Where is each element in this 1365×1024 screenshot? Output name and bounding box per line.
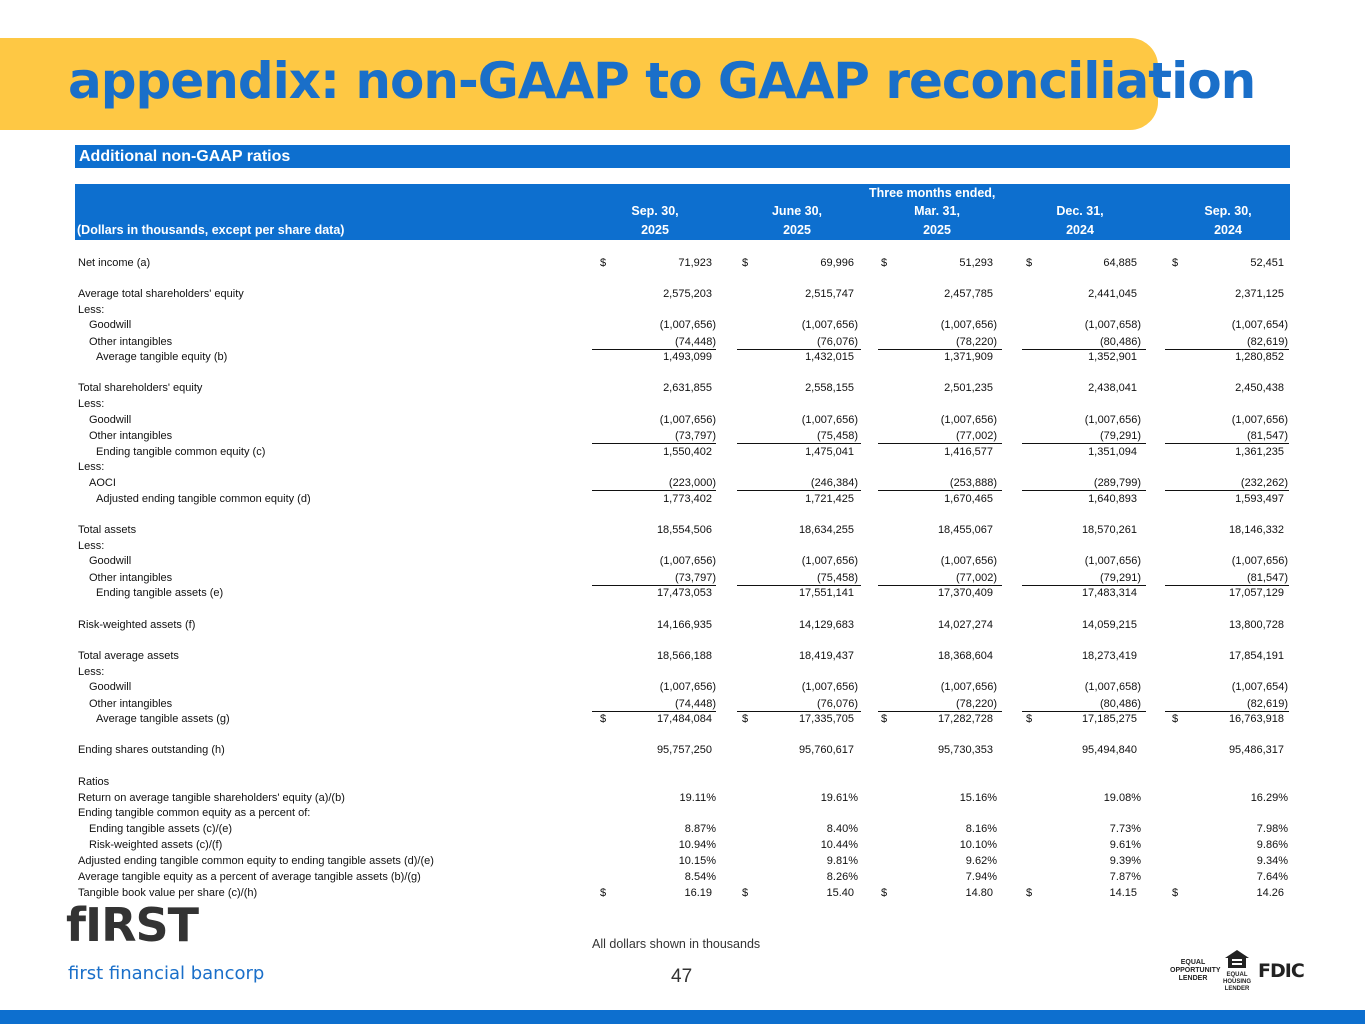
cell-value: 8.40%: [826, 823, 858, 835]
cell-value: (75,458): [817, 430, 858, 442]
table-row: [75, 853, 1290, 869]
row-label: Total shareholders' equity: [78, 382, 203, 394]
cell-value: 10.44%: [820, 839, 858, 851]
cell-value: (1,007,656): [659, 555, 716, 567]
currency-symbol: $: [1172, 257, 1179, 269]
cell-value: 14.26: [1256, 887, 1284, 899]
currency-symbol: $: [600, 257, 607, 269]
cell-value: 10.10%: [959, 839, 997, 851]
table-row: [75, 837, 1290, 853]
cell-value: 14,129,683: [798, 619, 854, 631]
cell-value: 18,273,419: [1081, 650, 1137, 662]
cell-value: 19.61%: [820, 792, 858, 804]
table-row: [75, 885, 1290, 901]
row-label: Average tangible equity (b): [96, 351, 228, 363]
currency-symbol: $: [1026, 257, 1033, 269]
table-row: [75, 396, 1290, 412]
row-label: Risk-weighted assets (c)/(f): [89, 839, 223, 851]
row-label: Adjusted ending tangible common equity (d): [96, 493, 311, 505]
col-header-1-line2: 2025: [641, 223, 669, 237]
cell-value: (73,797): [675, 572, 716, 584]
cell-value: 1,550,402: [663, 446, 712, 458]
col-header-4-line1: Dec. 31,: [1056, 204, 1104, 218]
cell-value: 18,419,437: [798, 650, 854, 662]
table-row: [75, 679, 1290, 695]
cell-value: (1,007,656): [940, 555, 997, 567]
row-label: Goodwill: [89, 681, 132, 693]
currency-symbol: $: [1026, 713, 1033, 725]
cell-value: (79,291): [1100, 430, 1141, 442]
cell-value: 52,451: [1250, 257, 1284, 269]
cell-value: 95,760,617: [798, 744, 854, 756]
cell-value: 13,800,728: [1228, 619, 1284, 631]
cell-value: 1,280,852: [1235, 351, 1284, 363]
cell-value: 18,368,604: [937, 650, 993, 662]
cell-value: 14,027,274: [937, 619, 993, 631]
cell-value: 1,475,041: [805, 446, 854, 458]
row-label: Ending tangible assets (e): [96, 587, 224, 599]
cell-value: 95,757,250: [656, 744, 712, 756]
cell-value: 18,570,261: [1081, 524, 1137, 536]
table-row: [75, 491, 1290, 507]
cell-value: 8.16%: [965, 823, 997, 835]
cell-value: 17,335,705: [798, 713, 854, 725]
cell-value: (253,888): [949, 477, 997, 489]
table-row: [75, 444, 1290, 460]
table-row: [75, 286, 1290, 302]
cell-value: (1,007,656): [659, 681, 716, 693]
cell-value: (1,007,654): [1231, 681, 1288, 693]
row-label: Other intangibles: [89, 698, 173, 710]
cell-value: (1,007,656): [659, 414, 716, 426]
row-label: Other intangibles: [89, 572, 173, 584]
cell-value: 8.26%: [826, 871, 858, 883]
col-header-3-line2: 2025: [923, 223, 951, 237]
table-row: [75, 648, 1290, 664]
cell-value: 18,455,067: [937, 524, 993, 536]
equal-opportunity-lender-badge: EQUAL OPPORTUNITY LENDER: [1170, 959, 1221, 982]
cell-value: (246,384): [810, 477, 858, 489]
row-label: Less:: [78, 540, 105, 552]
cell-value: 10.94%: [678, 839, 716, 851]
cell-value: 17,483,314: [1081, 587, 1137, 599]
cell-value: (1,007,656): [801, 319, 858, 331]
table-row: [75, 664, 1290, 680]
cell-value: 10.15%: [678, 855, 716, 867]
table-row: [75, 475, 1290, 491]
cell-value: 2,441,045: [1088, 288, 1137, 300]
table-row: [75, 790, 1290, 806]
cell-value: 18,554,506: [656, 524, 712, 536]
cell-value: (232,262): [1240, 477, 1288, 489]
currency-symbol: $: [1172, 713, 1179, 725]
cell-value: 7.73%: [1109, 823, 1141, 835]
cell-value: (82,619): [1247, 698, 1288, 710]
cell-value: 1,351,094: [1088, 446, 1137, 458]
row-label: Goodwill: [89, 319, 132, 331]
table-row: [75, 522, 1290, 538]
currency-symbol: $: [881, 257, 888, 269]
currency-symbol: $: [881, 713, 888, 725]
cell-value: (1,007,656): [940, 681, 997, 693]
cell-value: 19.11%: [679, 792, 716, 804]
cell-value: 7.87%: [1109, 871, 1141, 883]
row-label: Ending tangible assets (c)/(e): [89, 823, 233, 835]
table-row: [75, 711, 1290, 727]
cell-value: 18,634,255: [798, 524, 854, 536]
cell-value: 95,730,353: [937, 744, 993, 756]
cell-value: 1,593,497: [1235, 493, 1284, 505]
cell-value: (1,007,656): [801, 414, 858, 426]
table-row: [75, 742, 1290, 758]
row-label: Ending shares outstanding (h): [78, 744, 225, 756]
row-label: Other intangibles: [89, 430, 173, 442]
cell-value: 16.19: [684, 887, 712, 899]
cell-value: 17,551,141: [798, 587, 854, 599]
cell-value: 2,438,041: [1088, 382, 1137, 394]
cell-value: (1,007,656): [1231, 555, 1288, 567]
col-header-2-line2: 2025: [783, 223, 811, 237]
cell-value: (1,007,656): [1084, 555, 1141, 567]
cell-value: (1,007,656): [659, 319, 716, 331]
cell-value: 17,484,084: [656, 713, 712, 725]
cell-value: (1,007,656): [1084, 414, 1141, 426]
cell-value: 8.54%: [684, 871, 716, 883]
cell-value: 9.86%: [1256, 839, 1288, 851]
cell-value: (223,000): [668, 477, 716, 489]
cell-value: (80,486): [1100, 336, 1141, 348]
table-row: [75, 334, 1290, 350]
page-number: 47: [671, 966, 693, 987]
cell-value: 16,763,918: [1228, 713, 1284, 725]
table-row: [75, 459, 1290, 475]
reconciliation-table: [75, 0, 1290, 1024]
cell-value: (1,007,658): [1084, 681, 1141, 693]
row-label: Less:: [78, 304, 105, 316]
table-row: [75, 302, 1290, 318]
cell-value: (289,799): [1093, 477, 1141, 489]
cell-value: (1,007,656): [801, 555, 858, 567]
cell-value: 1,773,402: [663, 493, 712, 505]
table-row: [75, 428, 1290, 444]
row-label: Other intangibles: [89, 336, 173, 348]
cell-value: 2,515,747: [805, 288, 854, 300]
cell-value: 95,494,840: [1081, 744, 1137, 756]
cell-value: (1,007,658): [1084, 319, 1141, 331]
cell-value: 7.98%: [1256, 823, 1288, 835]
cell-value: 8.87%: [684, 823, 716, 835]
cell-value: (75,458): [817, 572, 858, 584]
row-label: Ratios: [78, 776, 110, 788]
cell-value: (1,007,654): [1231, 319, 1288, 331]
table-row: [75, 317, 1290, 333]
cell-value: (74,448): [675, 336, 716, 348]
row-label: Total average assets: [78, 650, 179, 662]
cell-value: 18,566,188: [656, 650, 712, 662]
cell-value: (79,291): [1100, 572, 1141, 584]
cell-value: 1,416,577: [944, 446, 993, 458]
cell-value: 1,361,235: [1235, 446, 1284, 458]
first-logo: fIRST: [66, 898, 199, 952]
cell-value: 9.62%: [965, 855, 997, 867]
table-row: [75, 696, 1290, 712]
page-title: appendix: non-GAAP to GAAP reconciliation: [68, 52, 1256, 110]
cell-value: 14,059,215: [1081, 619, 1137, 631]
col-header-3-line1: Mar. 31,: [914, 204, 960, 218]
cell-value: 2,371,125: [1235, 288, 1284, 300]
cell-value: 2,558,155: [805, 382, 854, 394]
cell-value: 9.61%: [1109, 839, 1141, 851]
cell-value: (1,007,656): [1231, 414, 1288, 426]
col-header-5-line1: Sep. 30,: [1204, 204, 1252, 218]
cell-value: 64,885: [1103, 257, 1137, 269]
cell-value: 17,185,275: [1081, 713, 1137, 725]
period-header: Three months ended,: [869, 186, 996, 200]
bottom-band: [0, 1010, 1365, 1024]
currency-symbol: $: [881, 887, 888, 899]
col-header-4-line2: 2024: [1066, 223, 1094, 237]
cell-value: 2,631,855: [663, 382, 712, 394]
cell-value: 2,501,235: [944, 382, 993, 394]
cell-value: 1,640,893: [1088, 493, 1137, 505]
cell-value: 1,670,465: [944, 493, 993, 505]
table-row: [75, 805, 1290, 821]
cell-value: 2,450,438: [1235, 382, 1284, 394]
cell-value: (78,220): [956, 698, 997, 710]
table-row: [75, 585, 1290, 601]
currency-symbol: $: [742, 713, 749, 725]
row-label: Less:: [78, 461, 105, 473]
currency-symbol: $: [1026, 887, 1033, 899]
cell-value: 9.39%: [1109, 855, 1141, 867]
cell-value: (78,220): [956, 336, 997, 348]
col-header-5-line2: 2024: [1214, 223, 1242, 237]
cell-value: 7.64%: [1256, 871, 1288, 883]
cell-value: 1,493,099: [663, 351, 712, 363]
cell-value: 17,473,053: [656, 587, 712, 599]
cell-value: 51,293: [959, 257, 993, 269]
currency-symbol: $: [600, 713, 607, 725]
cell-value: (1,007,656): [940, 414, 997, 426]
row-label: Less:: [78, 666, 105, 678]
cell-value: 1,432,015: [805, 351, 854, 363]
table-row: [75, 570, 1290, 586]
cell-value: 17,282,728: [937, 713, 993, 725]
row-label: Average total shareholders' equity: [78, 288, 244, 300]
row-label: Goodwill: [89, 555, 132, 567]
cell-value: 14.80: [965, 887, 993, 899]
cell-value: 1,352,901: [1088, 351, 1137, 363]
cell-value: 17,370,409: [937, 587, 993, 599]
cell-value: (74,448): [675, 698, 716, 710]
cell-value: (1,007,656): [940, 319, 997, 331]
cell-value: 17,854,191: [1228, 650, 1284, 662]
cell-value: 69,996: [820, 257, 854, 269]
table-row: [75, 380, 1290, 396]
cell-value: (76,076): [817, 698, 858, 710]
cell-value: 95,486,317: [1228, 744, 1284, 756]
section-title: Additional non-GAAP ratios: [75, 145, 1290, 168]
brand-name: first financial bancorp: [68, 963, 265, 984]
cell-value: 16.29%: [1250, 792, 1288, 804]
row-label: Net income (a): [78, 257, 151, 269]
currency-symbol: $: [600, 887, 607, 899]
cell-value: 14.15: [1109, 887, 1137, 899]
row-label: Return on average tangible shareholders' equity (a)/(b): [78, 792, 345, 804]
table-row: [75, 774, 1290, 790]
table-row: [75, 553, 1290, 569]
col-header-2-line1: June 30,: [771, 204, 823, 218]
row-label: Average tangible equity as a percent of average tangible assets (b)/(g): [78, 871, 421, 883]
cell-value: (73,797): [675, 430, 716, 442]
cell-value: 17,057,129: [1228, 587, 1284, 599]
footnote: All dollars shown in thousands: [592, 937, 761, 951]
currency-symbol: $: [742, 257, 749, 269]
cell-value: 71,923: [678, 257, 712, 269]
col-header-1-line1: Sep. 30,: [631, 204, 679, 218]
cell-value: 1,721,425: [805, 493, 854, 505]
table-row: [75, 412, 1290, 428]
row-label: Ending tangible common equity (c): [96, 446, 266, 458]
row-label: Adjusted ending tangible common equity to ending tangible assets (d)/(e): [78, 855, 434, 867]
table-row: [75, 255, 1290, 271]
cell-value: 1,371,909: [944, 351, 993, 363]
cell-value: (1,007,656): [801, 681, 858, 693]
table-row: [75, 349, 1290, 365]
cell-value: 14,166,935: [656, 619, 712, 631]
row-label: Risk-weighted assets (f): [78, 619, 196, 631]
cell-value: 2,457,785: [944, 288, 993, 300]
equal-housing-lender-badge: [1222, 949, 1252, 993]
table-row: [75, 821, 1290, 837]
cell-value: (77,002): [956, 572, 997, 584]
cell-value: 19.08%: [1103, 792, 1141, 804]
house-icon: [1224, 949, 1250, 969]
cell-value: 9.34%: [1256, 855, 1288, 867]
regulatory-badges: [1170, 954, 1304, 992]
table-row: [75, 617, 1290, 633]
cell-value: (81,547): [1247, 572, 1288, 584]
cell-value: 18,146,332: [1228, 524, 1284, 536]
cell-value: 15.16%: [959, 792, 997, 804]
cell-value: (77,002): [956, 430, 997, 442]
cell-value: (76,076): [817, 336, 858, 348]
row-label: Less:: [78, 398, 105, 410]
row-label: Total assets: [78, 524, 137, 536]
row-label: Goodwill: [89, 414, 132, 426]
row-label: Average tangible assets (g): [96, 713, 230, 725]
row-label: Ending tangible common equity as a percent of:: [78, 807, 311, 819]
cell-value: (80,486): [1100, 698, 1141, 710]
cell-value: (82,619): [1247, 336, 1288, 348]
fdic-badge: FDIC: [1258, 960, 1304, 982]
currency-symbol: $: [742, 887, 749, 899]
table-row: [75, 538, 1290, 554]
cell-value: 9.81%: [826, 855, 858, 867]
row-label: Tangible book value per share (c)/(h): [78, 887, 258, 899]
cell-value: 7.94%: [965, 871, 997, 883]
cell-value: 15.40: [826, 887, 854, 899]
table-row: [75, 869, 1290, 885]
unit-label: (Dollars in thousands, except per share data): [77, 223, 345, 237]
cell-value: (81,547): [1247, 430, 1288, 442]
equal-housing-lender-text: EQUAL HOUSING LENDER: [1222, 972, 1251, 992]
cell-value: 2,575,203: [663, 288, 712, 300]
currency-symbol: $: [1172, 887, 1179, 899]
row-label: AOCI: [89, 477, 116, 489]
